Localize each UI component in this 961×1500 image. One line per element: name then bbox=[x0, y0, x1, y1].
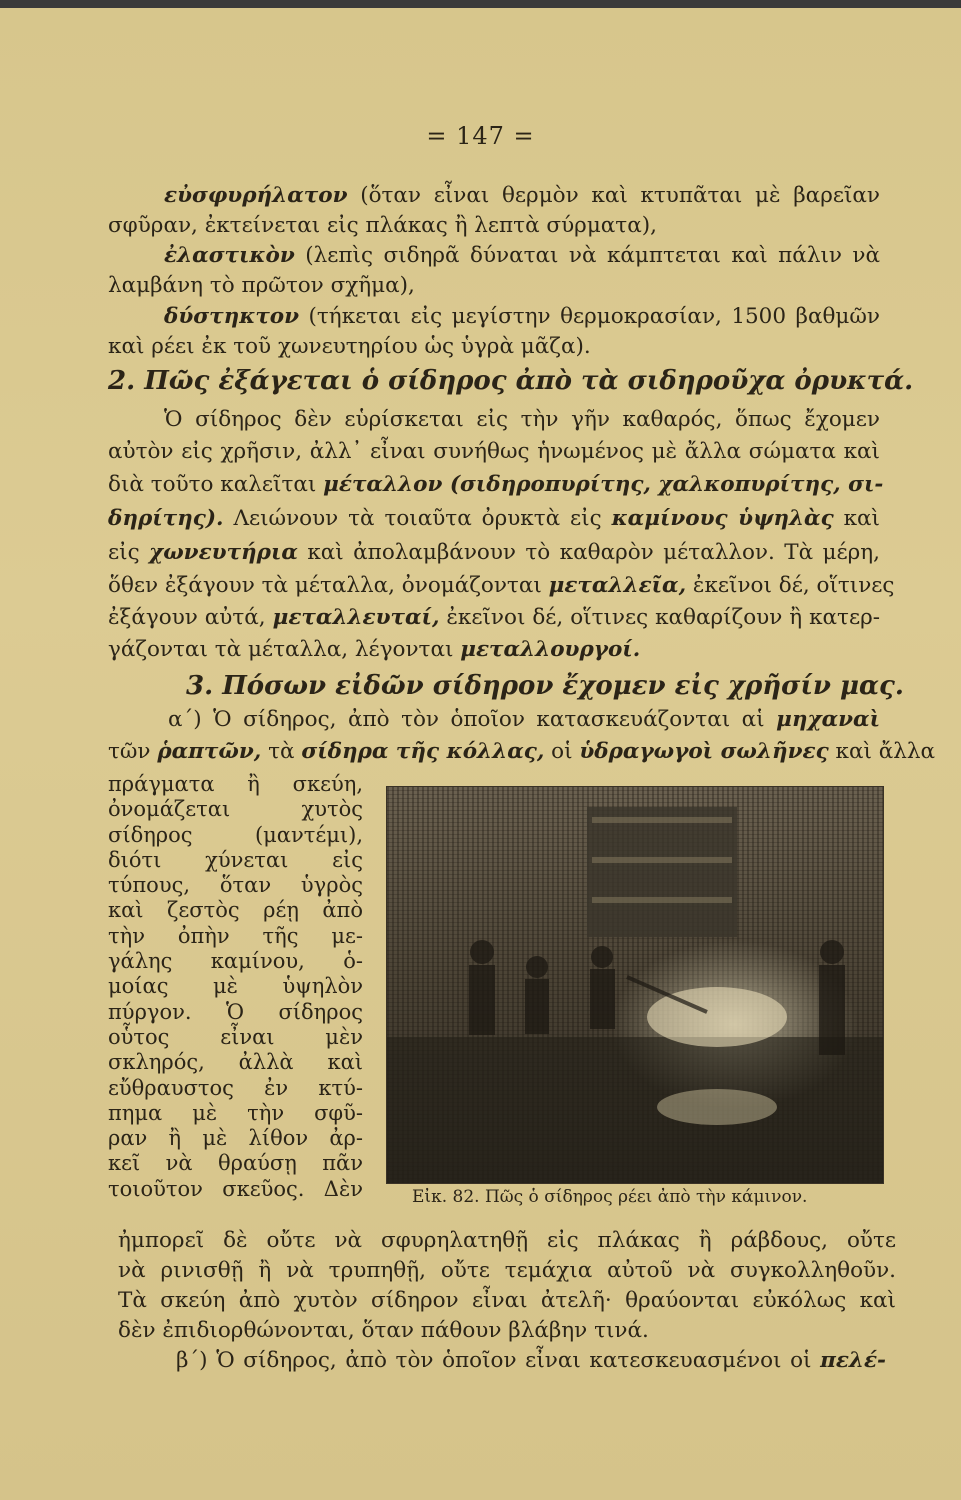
text-line: τὴν ὀπὴν τῆς με- bbox=[108, 923, 363, 948]
text-line: ἠμπορεῖ δὲ οὔτε νὰ σφυρηλατηθῇ εἰς πλάκας ἢ ράβδους, οὔτε bbox=[118, 1228, 896, 1253]
term: χωνευτήρια bbox=[149, 540, 298, 565]
line-text: Ὁ σίδηρος δὲν εὑρίσκεται εἰς τὴν γῆν καθαρός, ὅπως ἔχομεν bbox=[164, 407, 880, 432]
line-text: οἱ bbox=[544, 739, 580, 764]
line-text: α΄) Ὁ σίδηρος, ἀπὸ τὸν ὁποῖον κατασκευάζονται αἱ bbox=[168, 707, 777, 732]
text-line: εὔθραυστος ἐν κτύ- bbox=[108, 1075, 363, 1100]
tower-band bbox=[592, 857, 732, 863]
text-line bbox=[108, 211, 880, 241]
line-text: καὶ ἄλλα bbox=[828, 739, 936, 764]
text-line: πύργον. Ὁ σίδηρος bbox=[108, 999, 363, 1024]
text-line: σίδηρος (μαντέμι), bbox=[108, 822, 363, 847]
line-text: ἐκεῖνοι δέ, οἵτινες bbox=[686, 573, 895, 598]
term: σίδηρα τῆς κόλλας, bbox=[301, 739, 545, 764]
term: εὐσφυρήλατον bbox=[164, 183, 348, 208]
term: καμίνους ὑψηλὰς bbox=[611, 506, 834, 531]
term: μηχαναὶ bbox=[776, 707, 880, 732]
text-line bbox=[108, 437, 880, 467]
line-text: (λεπὶς σιδηρᾶ δύναται νὰ κάμπτεται καὶ πάλιν νὰ bbox=[294, 243, 880, 268]
line-text: β΄) Ὁ σίδηρος, ἀπὸ τὸν ὁποῖον εἶναι κατεσκευασμένοι οἱ bbox=[176, 1348, 821, 1373]
text-line: πράγματα ἢ σκεύη, bbox=[108, 772, 363, 796]
molten-pool bbox=[657, 1089, 777, 1125]
line-text: γάζονται τὰ μέταλλα, λέγονται bbox=[108, 637, 461, 662]
text-line: σκληρός, ἀλλὰ καὶ bbox=[108, 1050, 363, 1075]
line-text: διὰ τοῦτο καλεῖται bbox=[108, 472, 324, 497]
text-line: τοιοῦτον σκεῦος. Δὲν bbox=[108, 1176, 363, 1201]
term: ὑδραγωγοὶ σωλῆνες bbox=[579, 739, 829, 764]
term: ῥαπτῶν, bbox=[157, 739, 262, 764]
text-line bbox=[108, 302, 880, 332]
text-line bbox=[108, 470, 884, 500]
text-line: τύπους, ὅταν ὑγρὸς bbox=[108, 873, 363, 898]
section-heading-2: 2. Πῶς ἐξάγεται ὁ σίδηρος ἀπὸ τὰ σιδηροῦχα ὀρυκτά. bbox=[108, 366, 914, 396]
term: μεταλλουργοί. bbox=[460, 637, 641, 662]
text-line bbox=[108, 241, 880, 271]
page-top-edge bbox=[0, 0, 961, 8]
line-text: ἐξάγουν αὐτά, bbox=[108, 605, 273, 630]
text-line bbox=[108, 271, 880, 301]
text-line: νὰ ρινισθῇ ἢ νὰ τρυπηθῇ, οὔτε τεμάχια αὐτοῦ νὰ συγκολληθοῦν. bbox=[118, 1258, 896, 1283]
text-line: μοίας μὲ ὑψηλὸν bbox=[108, 974, 363, 999]
line-text: αὐτὸν εἰς χρῆσιν, ἀλλ᾽ εἶναι συνήθως ἡνωμένος μὲ ἄλλα σώματα καὶ bbox=[108, 439, 880, 464]
text-line bbox=[108, 181, 880, 211]
line-text: σφῦραν, ἐκτείνεται εἰς πλάκας ἢ λεπτὰ σύρματα), bbox=[108, 213, 657, 238]
text-line: ραν ἢ μὲ λίθον ἀρ- bbox=[108, 1126, 363, 1151]
text-line: πημα μὲ τὴν σφῦ- bbox=[108, 1100, 363, 1125]
floor-shadow bbox=[387, 1037, 883, 1183]
term: δηρίτης). bbox=[108, 506, 224, 531]
text-line bbox=[108, 405, 880, 435]
line-text: (ὅταν εἶναι θερμὸν καὶ κτυπᾶται μὲ βαρεῖαν bbox=[347, 183, 880, 208]
line-text: τῶν bbox=[108, 739, 158, 764]
text-line: καὶ ζεστὸς ρέῃ ἀπὸ bbox=[108, 898, 363, 923]
line-text: εἰς bbox=[108, 540, 150, 565]
text-line: δὲν ἐπιδιορθώνονται, ὅταν πάθουν βλάβην τινά. bbox=[118, 1318, 649, 1343]
text-line bbox=[108, 504, 880, 534]
text-line bbox=[108, 571, 895, 601]
text-line: οὗτος εἶναι μὲν bbox=[108, 1024, 363, 1049]
text-line bbox=[108, 635, 880, 665]
text-line bbox=[108, 332, 880, 362]
term: ἐλαστικὸν bbox=[164, 243, 295, 268]
furnace-engraving-image bbox=[386, 786, 884, 1184]
line-text: καὶ bbox=[833, 506, 880, 531]
text-line: γάλης καμίνου, ὁ- bbox=[108, 949, 363, 974]
page-number: = 147 = bbox=[426, 122, 535, 150]
line-text: λαμβάνη τὸ πρῶτον σχῆμα), bbox=[108, 273, 415, 298]
line-text: Λειώνουν τὰ τοιαῦτα ὀρυκτὰ εἰς bbox=[223, 506, 612, 531]
tower-band bbox=[592, 897, 732, 903]
term: μεταλλευταί, bbox=[272, 605, 440, 630]
line-text: ἐκεῖνοι δέ, οἵτινες καθαρίζουν ἢ κατερ- bbox=[439, 605, 880, 630]
text-line bbox=[176, 1346, 886, 1376]
line-text: καὶ ρέει ἐκ τοῦ χωνευτηρίου ὡς ὑγρὰ μᾶζα). bbox=[108, 334, 591, 359]
text-line: κεῖ νὰ θραύσῃ πᾶν bbox=[108, 1151, 363, 1176]
term: δύστηκτον bbox=[164, 304, 300, 329]
line-text: (τήκεται εἰς μεγίστην θερμοκρασίαν, 1500 βαθμῶν bbox=[299, 304, 880, 329]
term: μέταλλον (σιδηροπυρίτης, χαλκοπυρίτης, σι- bbox=[323, 472, 884, 497]
line-text: καὶ ἀπολαμβάνουν τὸ καθαρὸν μέταλλον. Τὰ μέρη, bbox=[297, 540, 880, 565]
tower-band bbox=[592, 817, 732, 823]
line-text: ὅθεν ἐξάγουν τὰ μέταλλα, ὀνομάζονται bbox=[108, 573, 549, 598]
furnace-tower bbox=[587, 807, 737, 937]
text-line: Τὰ σκεύη ἀπὸ χυτὸν σίδηρον εἶναι ἀτελῆ· θραύονται εὐκόλως καὶ bbox=[118, 1288, 896, 1313]
term: πελέ- bbox=[820, 1348, 886, 1373]
engraving-illustration bbox=[387, 787, 883, 1183]
text-line bbox=[108, 538, 880, 568]
section-heading-3: 3. Πόσων εἰδῶν σίδηρον ἔχομεν εἰς χρῆσίν μας. bbox=[186, 671, 904, 701]
text-line bbox=[108, 737, 936, 767]
text-line: ὀνομάζεται χυτὸς bbox=[108, 797, 363, 822]
term: μεταλλεῖα, bbox=[548, 573, 687, 598]
line-text: τὰ bbox=[261, 739, 302, 764]
text-line bbox=[108, 603, 880, 633]
text-line bbox=[108, 705, 880, 735]
figure-caption: Εἰκ. 82. Πῶς ὁ σίδηρος ρέει ἀπὸ τὴν κάμινον. bbox=[412, 1187, 808, 1207]
text-line: διότι χύνεται εἰς bbox=[108, 847, 363, 872]
text-column bbox=[108, 772, 363, 1202]
